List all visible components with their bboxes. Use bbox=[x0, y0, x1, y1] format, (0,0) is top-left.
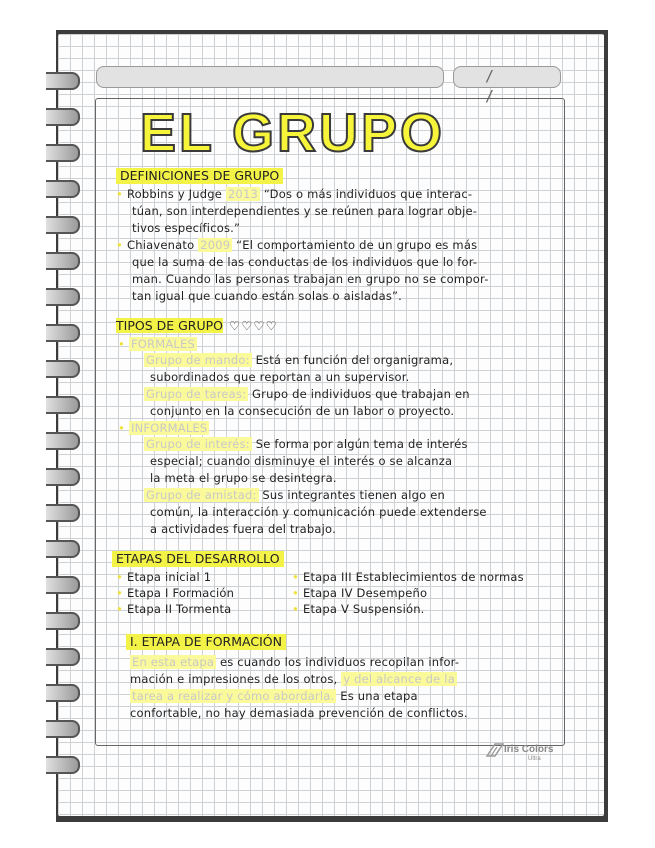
section-heading-tipos bbox=[112, 318, 282, 334]
definition-author: Robbins y Judge bbox=[126, 187, 223, 201]
definition-year: 2009 bbox=[200, 238, 231, 252]
stage-item bbox=[116, 585, 234, 601]
type-item bbox=[144, 436, 468, 452]
type-text: común, la interacción y comunicación puede extenderse bbox=[150, 505, 487, 519]
type-item bbox=[144, 352, 453, 368]
formacion-lead: En esta etapa bbox=[132, 655, 215, 669]
brand-sub: Ultra bbox=[528, 756, 541, 762]
spiral-ring bbox=[46, 396, 80, 414]
formacion-line bbox=[130, 654, 459, 670]
type-text: la meta el grupo se desintegra. bbox=[150, 471, 337, 485]
stage-item bbox=[292, 585, 427, 601]
type-label: Grupo de mando: bbox=[146, 353, 250, 367]
formacion-text: confortable, no hay demasiada prevención de conflictos. bbox=[130, 706, 468, 720]
spiral-ring bbox=[46, 324, 80, 342]
bullet-icon: • bbox=[292, 602, 299, 616]
spiral-ring bbox=[46, 576, 80, 594]
definition-author: Chiavenato bbox=[126, 238, 195, 252]
definition-text: tivos específicos.” bbox=[132, 221, 241, 235]
stage-item bbox=[292, 569, 524, 585]
section-heading-definiciones: DEFINICIONES DE GRUPO bbox=[116, 168, 283, 184]
spiral-ring bbox=[46, 720, 80, 738]
formacion-line bbox=[130, 671, 457, 687]
formacion-highlight: tarea a realizar y cómo abordarla. bbox=[132, 689, 335, 703]
spiral-ring bbox=[46, 180, 80, 198]
stage-item bbox=[116, 569, 211, 585]
spiral-ring bbox=[46, 504, 80, 522]
spiral-ring bbox=[46, 468, 80, 486]
type-label: Grupo de amistad: bbox=[146, 488, 257, 502]
bullet-icon: • bbox=[118, 337, 125, 351]
definition-text: “El comportamiento de un grupo es más bbox=[236, 238, 478, 252]
type-label: Grupo de interés: bbox=[146, 437, 250, 451]
spiral-ring bbox=[46, 612, 80, 630]
bullet-icon: • bbox=[116, 570, 123, 584]
section-heading-text: TIPOS DE GRUPO bbox=[116, 318, 224, 333]
bullet-icon: • bbox=[292, 586, 299, 600]
bullet-icon: • bbox=[116, 238, 123, 252]
spiral-ring bbox=[46, 648, 80, 666]
stage-label: Etapa IV Desempeño bbox=[302, 586, 428, 600]
type-text: Grupo de individuos que trabajan en bbox=[252, 387, 470, 401]
section-heading-formacion: I. ETAPA DE FORMACIÓN bbox=[126, 634, 286, 650]
stage-item bbox=[116, 601, 231, 617]
bullet-icon: • bbox=[118, 421, 125, 435]
section-heading-etapas: ETAPAS DEL DESARROLLO bbox=[112, 551, 284, 567]
definition-text: que la suma de las conductas de los individuos que lo for- bbox=[132, 255, 478, 269]
subtype-informales bbox=[118, 420, 209, 436]
subtype-label: INFORMALES bbox=[130, 421, 208, 435]
formacion-text: Es una etapa bbox=[340, 689, 418, 703]
type-text: Se forma por algún tema de interés bbox=[255, 437, 468, 451]
bullet-icon: • bbox=[292, 570, 299, 584]
formacion-line bbox=[130, 688, 418, 704]
definition-year: 2013 bbox=[227, 187, 258, 201]
definition-text: “Dos o más individuos que interac- bbox=[263, 187, 473, 201]
header-line-field bbox=[96, 66, 444, 88]
formacion-highlight: y del alcance de la bbox=[343, 672, 455, 686]
spiral-ring bbox=[46, 360, 80, 378]
stage-label: Etapa I Formación bbox=[126, 586, 235, 600]
spiral-ring bbox=[46, 756, 80, 774]
brand-swoosh-icon bbox=[486, 742, 504, 758]
definition-item bbox=[116, 237, 477, 253]
date-slashes: / / bbox=[485, 67, 513, 105]
bullet-icon: • bbox=[116, 586, 123, 600]
type-label: Grupo de tareas: bbox=[146, 387, 247, 401]
spiral-ring bbox=[46, 288, 80, 306]
type-text: subordinados que reportan a un supervisor. bbox=[150, 370, 410, 384]
spiral-ring bbox=[46, 216, 80, 234]
stage-label: Etapa III Establecimientos de normas bbox=[302, 570, 524, 584]
definition-text: tan igual que cuando están solas o aisladas”. bbox=[132, 289, 403, 303]
subtype-formales bbox=[118, 336, 197, 352]
subtype-label: FORMALES bbox=[130, 337, 196, 351]
spiral-ring bbox=[46, 252, 80, 270]
brand-logo bbox=[486, 742, 556, 764]
type-text: conjunto en la consecución de un labor o proyecto. bbox=[150, 404, 455, 418]
definition-item bbox=[116, 186, 472, 202]
spiral-ring bbox=[46, 432, 80, 450]
stage-item bbox=[292, 601, 425, 617]
stage-label: Etapa V Suspensión. bbox=[302, 602, 425, 616]
spiral-ring bbox=[46, 144, 80, 162]
type-text: a actividades fuera del trabajo. bbox=[150, 522, 336, 536]
spiral-ring bbox=[46, 72, 80, 90]
definition-text: man. Cuando las personas trabajan en grupo no se compor- bbox=[132, 272, 489, 286]
formacion-text: mación e impresiones de los otros, bbox=[130, 672, 338, 686]
stage-label: Etapa inicial 1 bbox=[126, 570, 212, 584]
page-title: EL GRUPO bbox=[140, 103, 446, 163]
spiral-ring bbox=[46, 540, 80, 558]
definition-text: túan, son interdependientes y se reúnen para lograr obje- bbox=[132, 204, 478, 218]
spiral-ring bbox=[46, 684, 80, 702]
type-item bbox=[144, 487, 445, 503]
type-text: Sus integrantes tienen algo en bbox=[262, 488, 445, 502]
spiral-binding bbox=[46, 52, 82, 792]
bullet-icon: • bbox=[116, 602, 123, 616]
bullet-icon: • bbox=[116, 187, 123, 201]
type-text: Está en función del organigrama, bbox=[255, 353, 454, 367]
brand-name: Iris Colors bbox=[504, 744, 554, 755]
stage-label: Etapa II Tormenta bbox=[126, 602, 232, 616]
hearts-icon: ♡♡♡♡ bbox=[229, 318, 278, 333]
type-text: especial; cuando disminuye el interés o se alcanza bbox=[150, 454, 453, 468]
formacion-text: es cuando los individuos recopilan infor- bbox=[219, 655, 460, 669]
spiral-ring bbox=[46, 108, 80, 126]
type-item bbox=[144, 386, 470, 402]
